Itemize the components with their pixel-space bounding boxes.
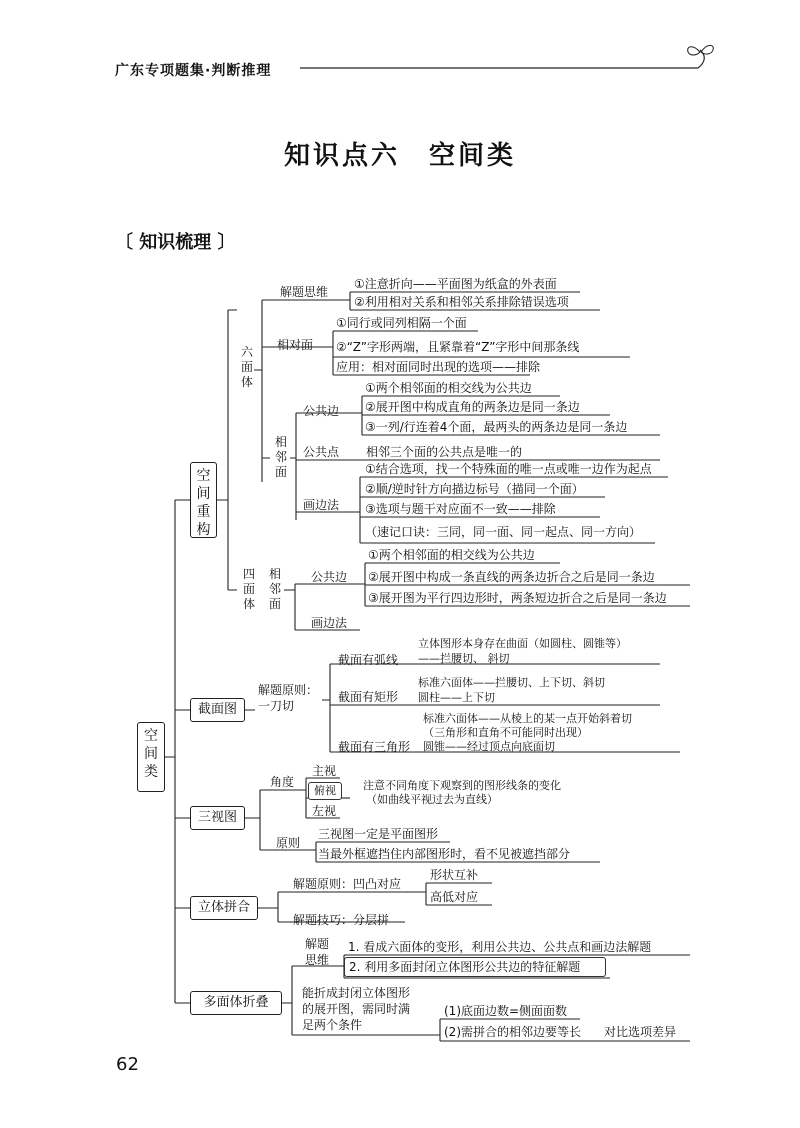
folding-cond-line-1: 能折成封闭立体图形 — [302, 986, 411, 1000]
folding-thinking-text: 解题思维 — [305, 937, 330, 967]
folding-cond-item-3: 对比选项差异 — [604, 1025, 677, 1039]
assembly-label: 立体拼合 — [197, 900, 250, 915]
view-top: 俯视 — [314, 784, 336, 797]
common-edge-item-3: ③一列/行连着4个面，最两头的两条边是同一条边 — [365, 420, 628, 434]
common-edge-item-2: ②展开图中构成直角的两条边是同一条边 — [365, 400, 580, 414]
common-point-text: 相邻三个面的公共点是唯一的 — [366, 445, 523, 459]
edge-drawing-item-4: （速记口诀：三同，同一面、同一起点、同一方向） — [365, 525, 642, 539]
opposite-label: 相对面 — [277, 338, 314, 352]
assembly-technique: 解题技巧：分层拼 — [293, 913, 390, 927]
assembly-principle-item-2: 高低对应 — [430, 890, 479, 904]
arc-item-2: ——拦腰切、 斜切 — [418, 652, 510, 665]
edge-drawing-item-1: ①结合选项，找一个特殊面的唯一点或唯一边作为起点 — [365, 462, 652, 476]
tetra-edge-drawing-label: 画边法 — [311, 616, 348, 630]
folding-thinking-item-2-box — [344, 957, 606, 977]
folding-cond-line-2: 的展开图，需同时满 — [302, 1002, 411, 1016]
root-label: 空间类 — [144, 728, 158, 780]
triangle-item-1: 标准六面体——从棱上的某一点开始斜着切 — [423, 712, 632, 725]
three-view-principle-item-2: 当最外框遮挡住内部图形时，看不见被遮挡部分 — [318, 847, 571, 861]
folding-cond-item-2: (2)需拼合的相邻边要等长 — [444, 1025, 581, 1039]
cross-section-principle-text: 解题原则：一刀切 — [258, 683, 319, 713]
rect-item-1: 标准六面体——拦腰切、上下切、斜切 — [418, 676, 605, 689]
spatial-recon-label: 空间重构 — [196, 468, 211, 538]
tetrahedron-label: 四面体 — [242, 567, 255, 611]
running-header: 广东专项题集·判断推理 — [115, 63, 272, 79]
hexahedron-label: 六面体 — [240, 345, 253, 389]
edge-drawing-label: 画边法 — [303, 498, 340, 512]
cross-section-principle — [258, 682, 322, 714]
three-view-node — [190, 806, 245, 830]
three-view-label: 三视图 — [197, 810, 237, 825]
folding-cond-item-1: (1)底面边数=侧面面数 — [444, 1004, 568, 1018]
spatial-recon-node — [190, 462, 217, 538]
section-heading: 〔 知识梳理 〕 — [115, 232, 236, 253]
tetra-common-edge-item-1: ①两个相邻面的相交线为公共边 — [368, 548, 535, 562]
folding-thinking-item-1: 1. 看成六面体的变形，利用公共边、公共点和画边法解题 — [348, 940, 652, 954]
tetra-common-edge-item-2: ②展开图中构成一条直线的两条边折合之后是同一条边 — [368, 570, 655, 584]
folding-thinking-item-2: 2. 利用多面封闭立体图形公共边的特征解题 — [349, 960, 581, 974]
triangle-item-2: （三角形和直角不可能同时出现） — [423, 726, 588, 739]
assembly-principle-label: 解题原则：凹凸对应 — [293, 877, 402, 891]
opposite-item-3: 应用：相对面同时出现的选项——排除 — [336, 360, 541, 374]
rect-item-2: 圆柱——上下切 — [418, 691, 495, 704]
triangle-label: 截面有三角形 — [338, 740, 411, 754]
three-view-principle-label: 原则 — [276, 836, 301, 850]
arc-item-1: 立体图形本身存在曲面（如圆柱、圆锥等） — [418, 637, 627, 650]
page-title: 知识点六 空间类 — [283, 141, 516, 171]
tetra-common-edge-label: 公共边 — [311, 570, 348, 584]
cross-section-label: 截面图 — [197, 702, 237, 717]
page-number: 62 — [116, 1054, 139, 1075]
thinking-item-1: ①注意折向——平面图为纸盒的外表面 — [354, 277, 557, 291]
assembly-principle-item-1: 形状互补 — [430, 868, 479, 882]
opposite-item-1: ①同行或同列相隔一个面 — [336, 316, 467, 330]
thinking-label: 解题思维 — [280, 285, 329, 299]
folding-label: 多面体折叠 — [203, 995, 269, 1010]
tetra-common-edge-item-3: ③展开图为平行四边形时，两条短边折合之后是同一条边 — [368, 591, 667, 605]
triangle-item-3: 圆锥——经过顶点向底面切 — [423, 740, 555, 753]
angle-label: 角度 — [270, 775, 295, 789]
opposite-item-2: ②“Z”字形两端，且紧靠着“Z”字形中间那条线 — [336, 340, 580, 354]
edge-drawing-item-3: ③选项与题干对应面不一致——排除 — [365, 502, 556, 516]
folding-thinking-label — [305, 936, 337, 968]
common-point-label: 公共点 — [303, 445, 340, 459]
view-left: 左视 — [312, 804, 337, 818]
folding-node — [190, 991, 282, 1015]
arc-label: 截面有弧线 — [338, 653, 399, 667]
common-edge-label: 公共边 — [303, 404, 340, 418]
rect-label: 截面有矩形 — [338, 690, 399, 704]
root-node — [137, 722, 165, 792]
cross-section-node — [190, 698, 245, 722]
view-top-box — [308, 782, 342, 800]
thinking-item-2: ②利用相对关系和相邻关系排除错误选项 — [354, 295, 569, 309]
angle-note-1: 注意不同角度下观察到的图形线条的变化 — [363, 779, 561, 792]
view-front: 主视 — [312, 764, 337, 778]
edge-drawing-item-2: ②顺/逆时针方向描边标号（描同一个面） — [365, 482, 584, 496]
tetra-adjacent-label: 相邻面 — [268, 567, 281, 611]
assembly-node — [190, 896, 258, 920]
three-view-principle-item-1: 三视图一定是平面图形 — [318, 827, 439, 841]
adjacent-label: 相邻面 — [274, 435, 287, 479]
common-edge-item-1: ①两个相邻面的相交线为公共边 — [365, 381, 532, 395]
folding-cond-line-3: 足两个条件 — [302, 1018, 363, 1032]
angle-note-2: （如曲线平视过去为直线） — [366, 793, 498, 806]
